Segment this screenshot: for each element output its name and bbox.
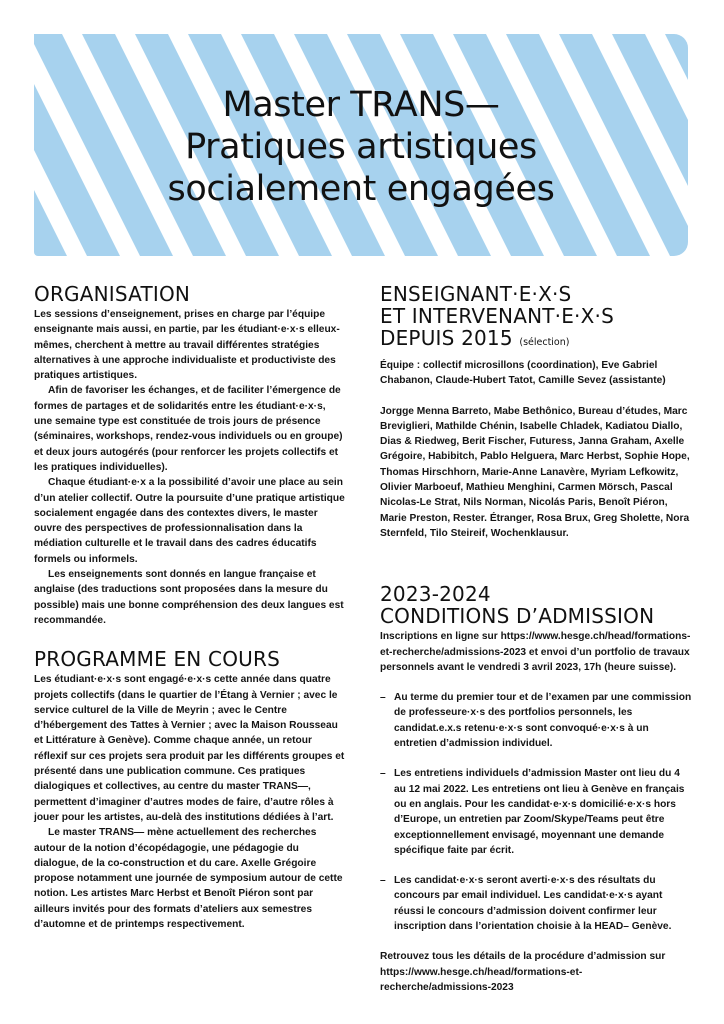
admission-heading-line-1: 2023-2024	[380, 582, 491, 607]
dash-marker: –	[380, 875, 386, 887]
enseignants-section	[380, 283, 692, 541]
admission-item	[380, 873, 692, 934]
selection-note: (sélection)	[519, 337, 570, 348]
enseignants-heading-line-2: ET INTERVENANT·E·X·S	[380, 304, 614, 328]
organisation-paragraph-2: Afin de favoriser les échanges, et de faciliter l’émergence de formes de partages et de solidarités entre les étudiant·e·x·s, une semaine type est constituée de trois jours de présence (séminaires, workshops, rendez-vous individuels ou en groupe) et deux jours autogérés (pour renforcer les projets collectifs et les pratiques individuelles).	[34, 385, 343, 473]
admission-heading	[380, 583, 692, 627]
title-line-2: Pratiques artistiques	[185, 127, 537, 167]
title-line-3: socialement engagées	[167, 169, 555, 209]
admission-item-text: Les entretiens individuels d’admission Master ont lieu du 4 au 12 mai 2022. Les entretiens ont lieu à Genève en français ou en anglais. Pour les candidat·e·x·s domicilié·e·x·s hors d’Europe, un entretien par Zoom/Skype/Teams peut être exceptionnellement envisagé, moyennant une demande spécifique faite par écrit.	[394, 768, 685, 856]
programme-section	[34, 648, 346, 932]
left-column	[34, 283, 346, 932]
admission-item-text: Les candidat·e·x·s seront averti·e·x·s des résultats du concours par email individuel. Les candidat·e·x·s ayant réussi le concours d’admission doivent confirmer leur inscription dans l’orientation choisie à la HEAD– Genève.	[394, 875, 672, 933]
equipe-text: Équipe : collectif microsillons (coordination), Eve Gabriel Chabanon, Claude-Hubert Tatot, Camille Sevez (assistante)	[380, 360, 666, 387]
intervenants-list: Jorgge Menna Barreto, Mabe Bethônico, Bureau d’études, Marc Breviglieri, Mathilde Chénin, Isabelle Chladek, Kadiatou Diallo, Dias & Riedweg, Berit Fischer, Futuress, Janna Graham, Axelle Grégoire, Habibitch, Pablo Helguera, Marc Herbst, Sophie Hope, Thomas Hirschhorn, Marie-Anne Lanavère, Myriam Lefkowitz, Olivier Marboeuf, Mathieu Menghini, Carmen Mörsch, Pascal Nicolas-Le Strat, Nils Norman, Nicolás Paris, Benoît Piéron, Marie Preston, Rester. Étranger, Rosa Brux, Greg Sholette, Nora Sternfeld, Tilo Steireif, Wochenklausur.	[380, 405, 690, 539]
admission-heading-line-2: CONDITIONS D’ADMISSION	[380, 604, 655, 629]
organisation-heading: ORGANISATION	[34, 282, 191, 306]
enseignants-heading-line-1: ENSEIGNANT·E·X·S	[380, 282, 572, 306]
admission-item-text: Au terme du premier tour et de l’examen par une commission de professeure·x·s des portfolios personnels, les candidat.e.x.s retenu·e·x·s sont convoqué·e·x·s à un entretien d’admission individuel.	[394, 692, 692, 750]
programme-heading: PROGRAMME EN COURS	[34, 647, 280, 672]
admission-intro: Inscriptions en ligne sur https://www.hesge.ch/head/formations-et-recherche/admissions-2023 et envoi d’un portfolio de travaux personnels avant le vendredi 3 avril 2023, 17h (heure suisse).	[380, 631, 691, 673]
enseignants-heading	[380, 283, 692, 354]
banner	[34, 34, 688, 256]
title-line-1: Master TRANS—	[222, 85, 500, 125]
admission-section	[380, 583, 692, 995]
organisation-section	[34, 283, 346, 628]
dash-marker: –	[380, 768, 386, 780]
organisation-paragraph-1: Les sessions d’enseignement, prises en charge par l’équipe enseignante mais aussi, en partie, par les étudiant·e·x·s elleux-mêmes, cherchent à mettre au travail différentes stratégies alternatives à une approche individualiste et productiviste des pratiques artistiques.	[34, 309, 340, 382]
enseignants-heading-line-3: DEPUIS 2015	[380, 326, 513, 350]
right-column	[380, 283, 692, 995]
admission-item	[380, 690, 692, 751]
organisation-paragraph-3: Chaque étudiant·e·x a la possibilité d’avoir une place au sein d’un atelier collectif. Outre la poursuite d’une pratique artistique socialement engagée dans des contextes divers, le master ouvre des perspectives de professionnalisation dans la médiation culturelle et le travail dans des cadres éducatifs formels ou informels.	[34, 477, 345, 565]
enseignants-heading-line-3-wrap	[380, 327, 692, 354]
admission-outro: Retrouvez tous les détails de la procédure d’admission sur https://www.hesge.ch/head/formations-et-recherche/admissions-2023	[380, 951, 666, 993]
programme-paragraph-1: Les étudiant·e·x·s sont engagé·e·x·s cette année dans quatre projets collectifs (dans le quartier de l’Étang à Vernier ; avec le service culturel de la Ville de Meyrin ; avec le Centre d’hébergement des Tattes à Vernier ; avec la Maison Rousseau et Littérature à Genève). Comme chaque année, un retour réflexif sur ces projets sera produit par les différents groupes et présenté dans une publication commune. Ces pratiques dialogiques et collectives, au centre du master TRANS—, permettent d’imaginer d’autres modes de faire, d’autre rôles à jouer pour les artistes, au-delà des institutions dédiées à l’art.	[34, 674, 345, 823]
admission-item	[380, 766, 692, 858]
organisation-paragraph-4: Les enseignements sont donnés en langue française et anglaise (des traductions sont proposées dans la mesure du possible) mais une bonne compréhension des deux langues est recommandée.	[34, 569, 344, 626]
admission-list	[380, 690, 692, 934]
page-title	[34, 84, 688, 210]
dash-marker: –	[380, 692, 386, 704]
programme-paragraph-2: Le master TRANS— mène actuellement des recherches autour de la notion d’écopédagogie, une pédagogie du dialogue, de la co-construction et du care. Axelle Grégoire propose notamment une journée de symposium autour de cette notion. Les artistes Marc Herbst et Benoît Piéron sont par ailleurs invités pour des formats d’ateliers aux semestres d’automne et de printemps respectivement.	[34, 827, 343, 930]
